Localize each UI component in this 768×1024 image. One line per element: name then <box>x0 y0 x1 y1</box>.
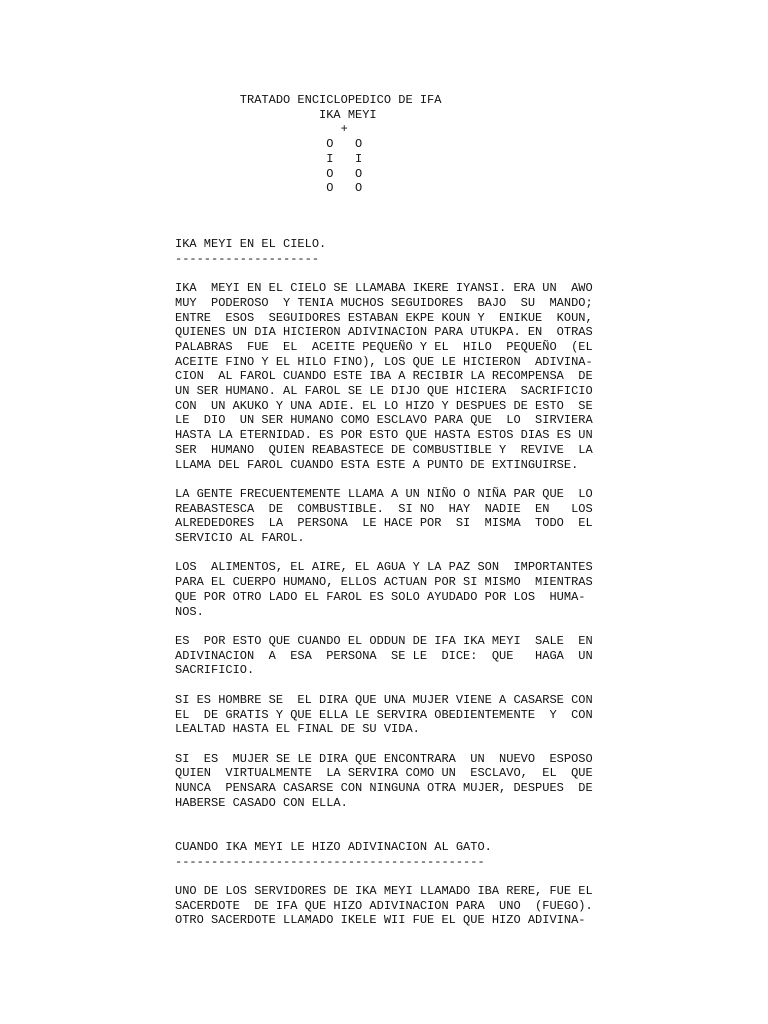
document-header: TRATADO ENCICLOPEDICO DE IFA IKA MEYI + O O I I O O O O <box>239 93 442 196</box>
document-body: IKA MEYI EN EL CIELO. -------------------- IKA MEYI EN EL CIELO SE LLAMABA IKERE IYANSI. ERA UN AWO MUY PODEROSO Y TENIA MUCHOS SEGUIDORES BAJO SU MANDO; ENTRE ESOS SEGUIDORES ESTABAN EKPE KOUN Y ENIKUE KOUN, QUIENES UN DIA HICIERON ADIVINACION PARA UTUKPA. EN OTRAS PALABRAS FUE EL ACEITE PEQUEÑO Y EL HILO PEQUEÑO (EL ACEITE FINO Y EL HILO FINO), LOS QUE LE HICIERON ADIVINA- CION AL FAROL CUANDO ESTE IBA A RECIBIR LA RECOMPENSA DE UN SER HUMANO. AL FAROL SE LE DIJO QUE HICIERA SACRIFICIO CON UN AKUKO Y UNA ADIE. EL LO HIZO Y DESPUES DE ESTO SE LE DIO UN SER HUMANO COMO ESCLAVO PARA QUE LO SIRVIERA HASTA LA ETERNIDAD. ES POR ESTO QUE HASTA ESTOS DIAS ES UN SER HUMANO QUIEN REABASTECE DE COMBUSTIBLE Y REVIVE LA LLAMA DEL FAROL CUANDO ESTA ESTE A PUNTO DE EXTINGUIRSE. LA GENTE FRECUENTEMENTE LLAMA A UN NIÑO O NIÑA PAR QUE LO REABASTESCA DE COMBUSTIBLE. SI NO HAY NADIE EN LOS ALREDEDORES LA PERSONA LE HACE POR SI MISMA TODO EL SERVICIO AL FAROL. LOS ALIMENTOS, EL AIRE, EL AGUA Y LA PAZ SON IMPORTANTES PARA EL CUERPO HUMANO, ELLOS ACTUAN POR SI MISMO MIENTRAS QUE POR OTRO LADO EL FAROL ES SOLO AYUDADO POR LOS HUMA- NOS. ES POR ESTO QUE CUANDO EL ODDUN DE IFA IKA MEYI SALE EN ADIVINACION A ESA PERSONA SE LE DICE: QUE HAGA UN SACRIFICIO. SI ES HOMBRE SE EL DIRA QUE UNA MUJER VIENE A CASARSE CON EL DE GRATIS Y QUE ELLA LE SERVIRA OBEDIENTEMENTE Y CON LEALTAD HASTA EL FINAL DE SU VIDA. SI ES MUJER SE LE DIRA QUE ENCONTRARA UN NUEVO ESPOSO QUIEN VIRTUALMENTE LA SERVIRA COMO UN ESCLAVO, EL QUE NUNCA PENSARA CASARSE CON NINGUNA OTRA MUJER, DESPUES DE HABERSE CASADO CON ELLA. CUANDO IKA MEYI LE HIZO ADIVINACION AL GATO. ------------------------------------------- UNO DE LOS SERVIDORES DE IKA MEYI LLAMADO IBA RERE, FUE EL SACERDOTE DE IFA QUE HIZO ADIVINACION PARA UNO (FUEGO). OTRO SACERDOTE LLAMADO IKELE WII FUE EL QUE HIZO ADIVINA- <box>175 237 593 928</box>
